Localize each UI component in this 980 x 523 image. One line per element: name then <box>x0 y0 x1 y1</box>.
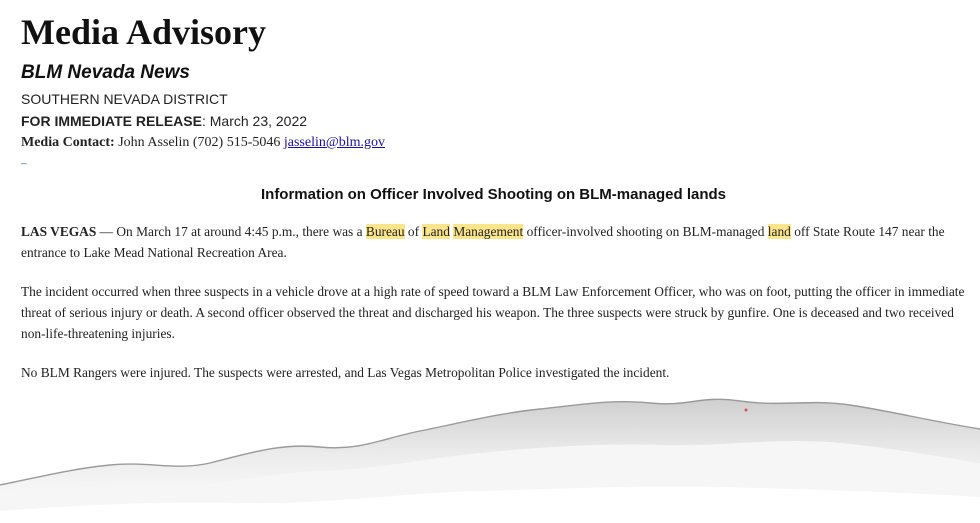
paragraph-text: officer-involved shooting on BLM-managed <box>523 224 768 239</box>
paragraph-text: of <box>404 224 423 239</box>
dateline: LAS VEGAS <box>21 224 97 239</box>
contact-details: John Asselin (702) 515-5046 <box>114 135 284 150</box>
small-link[interactable]: _ <box>21 154 27 165</box>
paragraph-text: off State Route 147 near the entrance to Lake Mead National Recreation Area. <box>21 224 945 260</box>
contact-email-link[interactable]: jasselin@blm.gov <box>283 135 386 150</box>
media-advisory-document <box>21 12 966 383</box>
publication-name: BLM Nevada News <box>21 62 190 83</box>
release-label: FOR IMMEDIATE RELEASE <box>21 113 202 129</box>
district-line: SOUTHERN NEVADA DISTRICT <box>21 91 228 107</box>
contact-label: Media Contact: <box>21 135 115 150</box>
release-line <box>21 112 966 131</box>
article-headline: Information on Officer Involved Shooting on BLM-managed lands <box>260 186 726 203</box>
torn-paper-edge <box>0 373 980 523</box>
article-paragraph-1 <box>21 221 966 263</box>
highlighted-term: land <box>767 224 791 239</box>
highlighted-term: Bureau <box>365 224 405 239</box>
article-paragraph-3: No BLM Rangers were injured. The suspects were arrested, and Las Vegas Metropolitan Police investigated the incident. <box>21 365 670 380</box>
media-contact-line <box>21 133 966 152</box>
page-title: Media Advisory <box>21 12 267 52</box>
highlighted-term: Management <box>453 224 524 239</box>
highlighted-term: Land <box>422 224 450 239</box>
paragraph-text: — On March 17 at around 4:45 p.m., there was a <box>96 224 366 239</box>
article-paragraph-2: The incident occurred when three suspects in a vehicle drove at a high rate of speed toward a BLM Law Enforcement Officer, who was on foot, putting the officer in immediate threat of serious injury or death. A second officer observed the threat and discharged his weapon. The three suspects were struck by gunfire. One is deceased and two received non-life-threatening injuries. <box>21 284 965 341</box>
release-date: : March 23, 2022 <box>201 113 308 129</box>
